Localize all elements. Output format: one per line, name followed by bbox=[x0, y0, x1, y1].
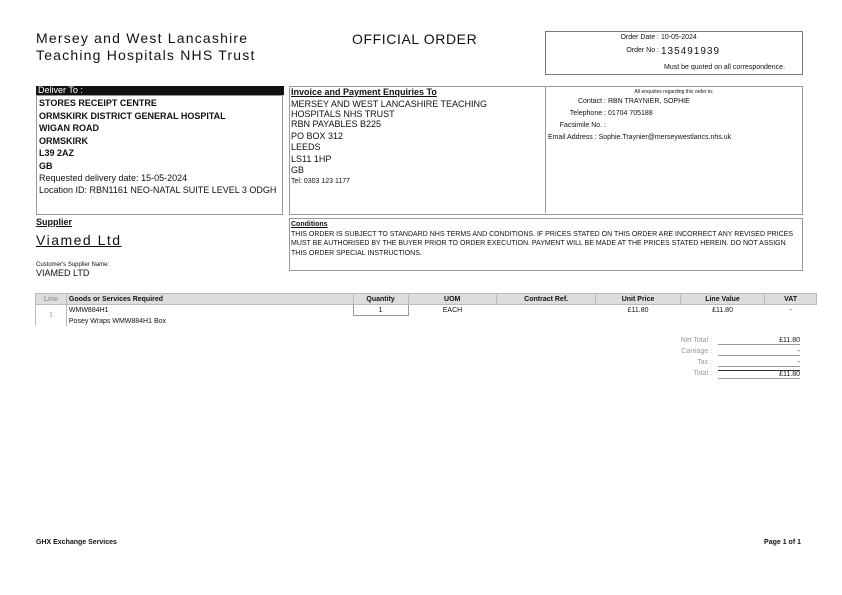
col-contract-ref: Contract Ref. bbox=[496, 294, 595, 305]
deliver-line: ORMSKIRK bbox=[39, 135, 88, 146]
supplier-heading: Supplier bbox=[36, 217, 73, 227]
conditions-text: THIS ORDER IS SUBJECT TO STANDARD NHS TERMS AND CONDITIONS. IF PRICES STATED ON THIS ORDER ARE INCORRECT ANY REVISED PRICES MUST BE AUTHORISED BY THE BUYER PRIOR TO ORDER EXECUTION. PAYMENT WILL BE MADE AT THE PRICES STATED HEREIN. DO NOT ASSIGN THIS ORDER SPECIAL INSTRUCTIONS. bbox=[291, 230, 794, 257]
email-label: Email Address : bbox=[548, 134, 597, 141]
row-quantity: 1 bbox=[353, 305, 408, 316]
invoice-line: RBN PAYABLES B225 bbox=[291, 119, 382, 129]
table-row-description bbox=[36, 316, 817, 327]
col-goods: Goods or Services Required bbox=[66, 294, 353, 305]
invoice-address bbox=[291, 87, 541, 186]
fax-label: Facsimile No. : bbox=[559, 122, 606, 129]
enquiries-note: All enquiries regarding this order to: bbox=[634, 89, 714, 95]
row-line-value: £11.80 bbox=[712, 306, 733, 314]
deliver-line: STORES RECEIPT CENTRE bbox=[39, 98, 157, 108]
contact-label: Contact : bbox=[577, 98, 606, 105]
trust-name-line1: Mersey and West Lancashire bbox=[36, 30, 249, 46]
customer-supplier-label: Customer's Supplier Name: bbox=[36, 262, 110, 268]
deliver-line: GB bbox=[39, 160, 53, 171]
customer-supplier-name: VIAMED LTD bbox=[36, 268, 90, 278]
net-total-label: Net Total : bbox=[680, 337, 712, 344]
invoice-line: MERSEY AND WEST LANCASHIRE TEACHING bbox=[291, 98, 488, 109]
deliver-to-address bbox=[39, 97, 281, 195]
divider bbox=[545, 86, 546, 213]
invoice-line: HOSPITALS NHS TRUST bbox=[291, 109, 395, 119]
row-unit-price: £11.80 bbox=[627, 306, 649, 314]
order-info-box bbox=[545, 31, 803, 75]
invoice-line: PO BOX 312 bbox=[291, 130, 344, 141]
carriage: - bbox=[718, 348, 800, 356]
trust-name bbox=[36, 30, 256, 64]
col-uom: UOM bbox=[408, 294, 496, 305]
telephone-label: Telephone : bbox=[569, 110, 606, 117]
col-quantity: Quantity bbox=[353, 294, 408, 305]
row-description: Posey Wraps WMW884H1 Box bbox=[68, 317, 167, 325]
table-header-row bbox=[36, 294, 817, 305]
table-row bbox=[36, 305, 817, 316]
order-no-label: Order No : bbox=[626, 47, 659, 54]
row-contract-ref bbox=[496, 305, 595, 316]
tax-label: Tax : bbox=[697, 359, 712, 366]
col-unit-price: Unit Price bbox=[596, 294, 680, 305]
footer-left: GHX Exchange Services bbox=[36, 539, 117, 546]
order-date-label: Order Date : bbox=[620, 34, 659, 41]
invoice-line: LEEDS bbox=[291, 142, 321, 152]
contact-name: RBN TRAYNIER, SOPHIE bbox=[607, 98, 690, 105]
col-vat: VAT bbox=[765, 294, 817, 305]
document-title: OFFICIAL ORDER bbox=[352, 31, 478, 47]
order-items-table bbox=[35, 293, 817, 326]
order-date: 10-05-2024 bbox=[661, 34, 697, 41]
invoice-line: GB bbox=[291, 165, 305, 175]
deliver-line: ORMSKIRK DISTRICT GENERAL HOSPITAL bbox=[39, 110, 226, 121]
conditions bbox=[291, 220, 801, 258]
invoice-line: LS11 1HP bbox=[291, 153, 332, 164]
invoice-heading: Invoice and Payment Enquiries To bbox=[291, 87, 437, 97]
email-address[interactable]: Sophie.Traynier@merseywestlancs.nhs.uk bbox=[598, 134, 732, 141]
carriage-label: Carriage : bbox=[681, 348, 712, 355]
requested-delivery-date: Requested delivery date: 15-05-2024 bbox=[39, 173, 188, 183]
location-id: Location ID: RBN1161 NEO-NATAL SUITE LEVEL 3 ODGH bbox=[39, 184, 277, 195]
row-line: 1 bbox=[36, 305, 67, 327]
col-line-value: Line Value bbox=[680, 294, 764, 305]
tax: - bbox=[718, 359, 800, 367]
invoice-tel: Tel: 0303 123 1177 bbox=[291, 177, 351, 185]
total: £11.80 bbox=[718, 370, 800, 379]
supplier-name: Viamed Ltd bbox=[36, 232, 122, 248]
deliver-to-heading: Deliver To : bbox=[36, 86, 284, 95]
col-line: Line bbox=[36, 294, 67, 305]
row-code: WMW884H1 bbox=[68, 306, 109, 314]
row-uom: EACH bbox=[442, 306, 463, 314]
correspondence-note: Must be quoted on all correspondence. bbox=[664, 64, 786, 71]
deliver-line: L39 2AZ bbox=[39, 148, 75, 158]
row-vat: - bbox=[789, 306, 792, 314]
net-total: £11.80 bbox=[718, 337, 800, 345]
page-number: Page 1 of 1 bbox=[764, 539, 801, 546]
trust-name-line2: Teaching Hospitals NHS Trust bbox=[36, 47, 256, 63]
enquiries-panel bbox=[548, 88, 800, 144]
deliver-line: WIGAN ROAD bbox=[39, 123, 99, 133]
telephone-number: 01704 705188 bbox=[607, 110, 653, 117]
conditions-heading: Conditions bbox=[291, 221, 328, 228]
total-label: Total : bbox=[693, 370, 712, 377]
order-number: 135491939 bbox=[661, 46, 721, 57]
